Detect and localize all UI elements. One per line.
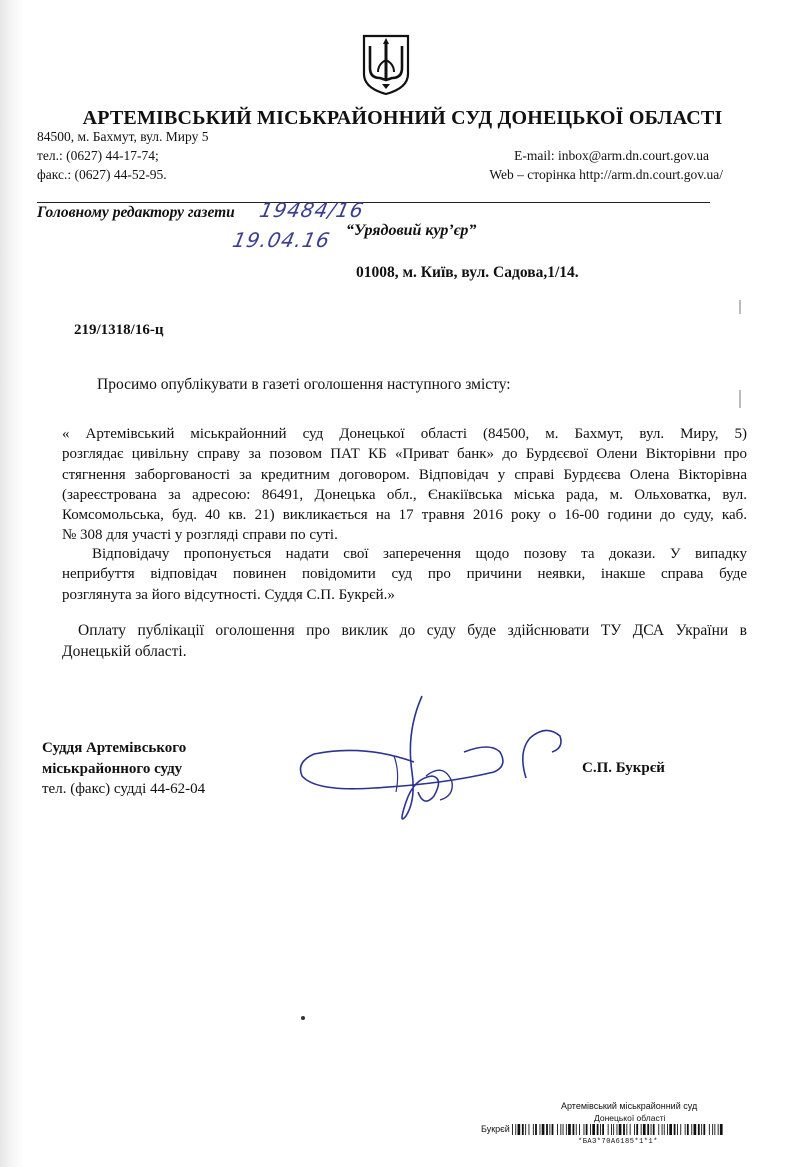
paper-speck: [301, 1016, 305, 1020]
court-website: Web – сторінка http://arm.dn.court.gov.ua/: [489, 167, 723, 182]
stamp-region: Донецької області: [594, 1113, 666, 1123]
announcement-paragraph-1: [62, 424, 747, 546]
announcement-line: № 308 для участі у розгляді справи по суті.: [62, 527, 338, 544]
announcement-line: неприбуття відповідач повинен повідомити суд про причини неявки, інакше справа буде: [62, 566, 747, 583]
payment-line: Донецькій області.: [62, 643, 187, 660]
signatory-phone: тел. (факс) судді 44-62-04: [42, 781, 206, 797]
scan-mark: [739, 300, 741, 314]
announcement-line: « Артемівський міськрайонний суд Донецької області (84500, м. Бахмут, вул. Миру, 5): [62, 426, 747, 442]
court-name: АРТЕМІВСЬКИЙ МІСЬКРАЙОННИЙ СУД ДОНЕЦЬКОЇ ОБЛАСТІ: [82, 107, 723, 129]
announcement-line: розглянута за його відсутності. Суддя С.П. Букрєй.»: [62, 586, 395, 603]
handwritten-registration-number: 19484/16: [257, 198, 367, 222]
newspaper-name: “Урядовий кур’єр”: [346, 222, 477, 239]
announcement-line: Комсомольська, буд. 40 кв. 21) викликається на 17 травня 2016 року о 16-00 години до суду, каб.: [62, 507, 747, 524]
payment-line: Оплату публікації оголошення про виклик до суду буде здійснювати ТУ ДСА України в: [78, 622, 747, 639]
signatory-title-line-2: міськрайонного суду: [42, 760, 183, 777]
case-reference-number: 219/1318/16-ц: [74, 322, 164, 338]
payment-paragraph: [62, 620, 747, 662]
court-email: E-mail: inbox@arm.dn.court.gov.ua: [514, 148, 709, 163]
barcode-icon: [512, 1124, 726, 1135]
stamp-court-name: Артемівський міськрайонний суд: [561, 1101, 698, 1111]
announcement-line: стягнення заборгованості за кредитним договором. Відповідач у справі Бурдєєва Олена Вікторівна: [62, 466, 747, 483]
court-phone: тел.: (0627) 44-17-74;: [37, 148, 159, 163]
handwritten-registration-date: 19.04.16: [230, 228, 333, 252]
intro-text: Просимо опублікувати в газеті оголошення наступного змісту:: [97, 376, 511, 393]
scan-mark: [739, 390, 741, 408]
court-fax: факс.: (0627) 44-52-95.: [37, 167, 167, 182]
trident-emblem-icon: [360, 34, 412, 96]
signatory-title-line-1: Суддя Артемівського: [42, 740, 187, 756]
header-divider: [37, 202, 710, 203]
announcement-line: (зареєстрована за адресою: 86491, Донецька обл., Єнакіївська міська рада, м. Ольховатка, вул.: [62, 486, 747, 503]
announcement-line: Відповідачу пропонується надати свої заперечення щодо позову та докази. У випадку: [92, 546, 747, 562]
signatory-name: С.П. Букрєй: [582, 760, 665, 776]
newspaper-address: 01008, м. Київ, вул. Садова,1/14.: [356, 264, 579, 281]
handwritten-signature-icon: [294, 692, 566, 830]
court-address: 84500, м. Бахмут, вул. Миру 5: [37, 129, 209, 144]
recipient-label: Головному редактору газети: [37, 204, 235, 221]
announcement-line: розглядає цивільну справу за позовом ПАТ КБ «Приват банк» до Бурдєєвої Олени Вікторівни про: [62, 446, 747, 463]
signatory-block: [42, 738, 205, 800]
stamp-judge-name: Букрєй: [481, 1124, 510, 1134]
announcement-paragraph-2: [62, 544, 747, 605]
barcode-text: *БАЗ*70А6185*1*1*: [578, 1138, 658, 1146]
